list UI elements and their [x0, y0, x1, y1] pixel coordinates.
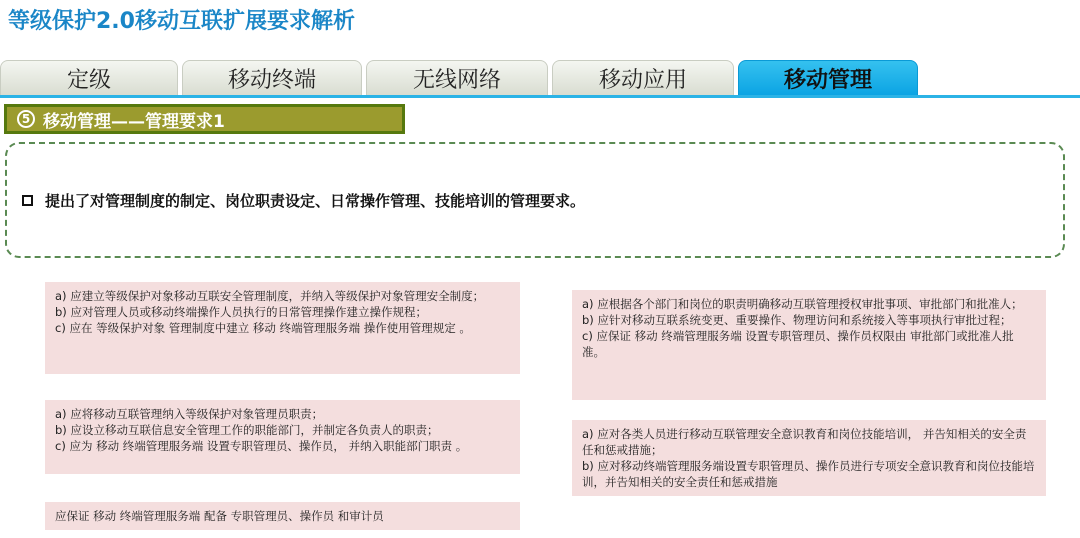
- right-card-1: [572, 290, 1046, 400]
- tab-label: 移动管理: [783, 68, 872, 93]
- tab-label: 无线网络: [412, 68, 501, 93]
- left-card-3: [45, 502, 520, 530]
- card-line: a) 应根据各个部门和岗位的职责明确移动互联管理授权审批事项、审批部门和批准人；: [582, 297, 1023, 311]
- card-line: a) 应对各类人员进行移动互联管理安全意识教育和岗位技能培训， 并告知相关的安全责任和惩戒措施；: [582, 427, 1027, 457]
- section-number-badge: 5: [17, 110, 35, 128]
- card-line: 应保证 移动 终端管理服务端 配备 专职管理员、操作员 和审计员: [55, 509, 384, 523]
- tab-label: 移动应用: [598, 68, 687, 93]
- summary-text: 提出了对管理制度的制定、岗位职责设定、日常操作管理、技能培训的管理要求。: [45, 192, 586, 210]
- page-title: 等级保护2.0移动互联扩展要求解析: [8, 9, 355, 34]
- summary-line: [22, 190, 585, 211]
- left-card-2: [45, 400, 520, 474]
- card-line: b) 应对管理人员或移动终端操作人员执行的日常管理操作建立操作规程；: [55, 305, 427, 319]
- section-header: [4, 104, 405, 134]
- card-line: c) 应保证 移动 终端管理服务端 设置专职管理员、操作员权限由 审批部门或批准人批准。: [582, 329, 1014, 359]
- right-card-2: [572, 420, 1046, 496]
- card-line: c) 应在 等级保护对象 管理制度中建立 移动 终端管理服务端 操作使用管理规定 。: [55, 321, 471, 335]
- checkbox-bullet-icon: [22, 195, 33, 206]
- left-card-1: [45, 282, 520, 374]
- tab-wireless-network[interactable]: [366, 60, 548, 96]
- section-title: 移动管理——管理要求1: [43, 111, 225, 132]
- tab-label: 定级: [66, 68, 111, 93]
- card-line: b) 应对移动终端管理服务端设置专职管理员、操作员进行专项安全意识教育和岗位技能培训，并告知相关的安全责任和惩戒措施: [582, 459, 1035, 489]
- card-line: c) 应为 移动 终端管理服务端 设置专职管理员、操作员， 并纳入职能部门职责 。: [55, 439, 468, 453]
- card-line: a) 应将移动互联管理纳入等级保护对象管理员职责；: [55, 407, 324, 421]
- tab-label: 移动终端: [227, 68, 316, 93]
- tab-bar-underline: [0, 95, 1080, 98]
- tab-mobile-terminal[interactable]: [182, 60, 362, 96]
- card-line: a) 应建立等级保护对象移动互联安全管理制度，并纳入等级保护对象管理安全制度；: [55, 289, 485, 303]
- tab-mobile-management[interactable]: [738, 60, 918, 96]
- card-line: b) 应针对移动互联系统变更、重要操作、物理访问和系统接入等事项执行审批过程；: [582, 313, 1012, 327]
- card-line: b) 应设立移动互联信息安全管理工作的职能部门，并制定各负责人的职责；: [55, 423, 439, 437]
- tab-mobile-app[interactable]: [552, 60, 734, 96]
- tab-dingji[interactable]: [0, 60, 178, 96]
